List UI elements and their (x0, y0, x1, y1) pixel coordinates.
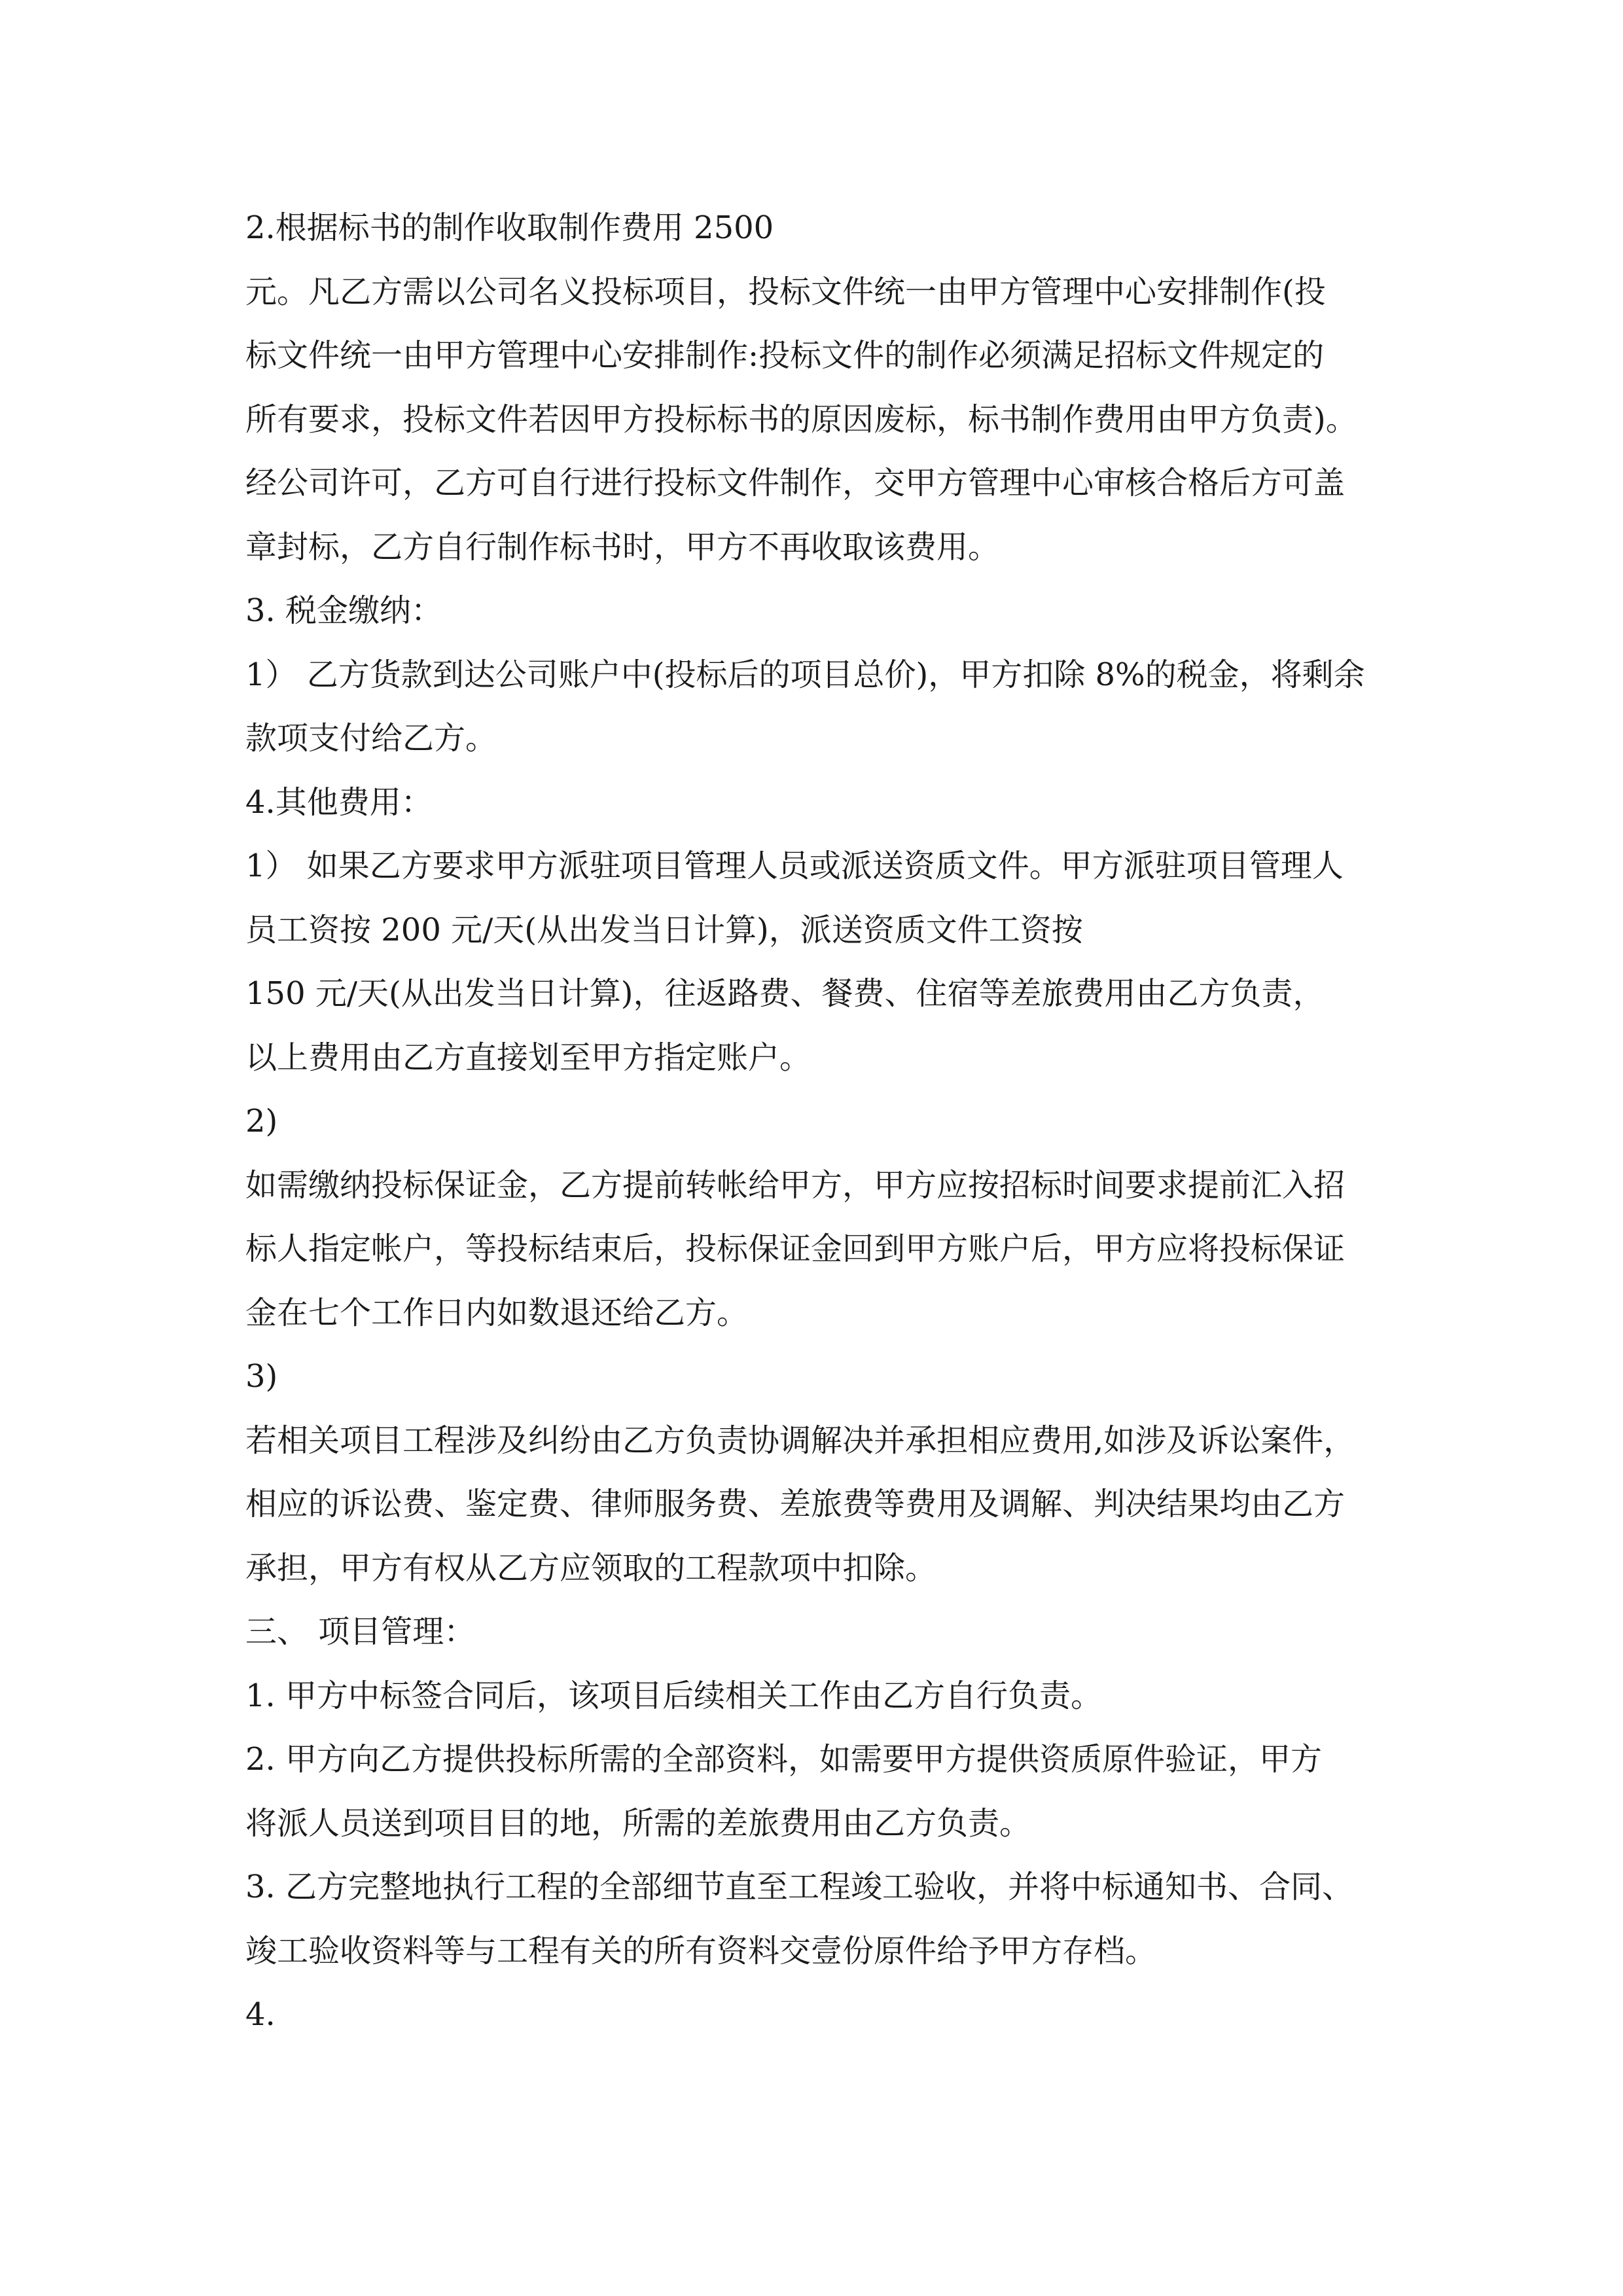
text-line: 元。凡乙方需以公司名义投标项目，投标文件统一由甲方管理中心安排制作(投 (245, 273, 1326, 310)
text-line: 3. 乙方完整地执行工程的全部细节直至工程竣工验收，并将中标通知书、合同、 (245, 1869, 1354, 1905)
text-line: 如需缴纳投标保证金，乙方提前转帐给甲方，甲方应按招标时间要求提前汇入招 (245, 1166, 1346, 1204)
text-line: 将派人员送到项目目的地，所需的差旅费用由乙方负责。 (245, 1804, 1031, 1842)
list-marker: 2) (245, 1103, 278, 1139)
text-line: 所有要求，投标文件若因甲方投标标书的原因废标，标书制作费用由甲方负责)。 (245, 401, 1357, 438)
text-line: 若相关项目工程涉及纠纷由乙方负责协调解决并承担相应费用,如涉及诉讼案件， (245, 1422, 1355, 1459)
text-line: 150 元/天(从出发当日计算)，往返路费、餐费、住宿等差旅费用由乙方负责， (245, 975, 1325, 1012)
text-line: 1） 乙方货款到达公司账户中(投标后的项目总价)，甲方扣除 8%的税金，将剩余 (245, 656, 1365, 693)
list-marker: 3) (245, 1358, 278, 1395)
document-body (245, 196, 1391, 2047)
text-line: 1. 甲方中标签合同后，该项目后续相关工作由乙方自行负责。 (245, 1677, 1103, 1714)
text-line: 款项支付给乙方。 (245, 720, 497, 757)
text-line: 相应的诉讼费、鉴定费、律师服务费、差旅费等费用及调解、判决结果均由乙方 (245, 1486, 1346, 1522)
text-line: 2. 甲方向乙方提供投标所需的全部资料，如需要甲方提供资质原件验证，甲方 (245, 1741, 1323, 1778)
text-line: 1） 如果乙方要求甲方派驻项目管理人员或派送资质文件。甲方派驻项目管理人 (245, 848, 1344, 884)
list-marker: 4. (245, 1996, 276, 2033)
text-line: 金在七个工作日内如数退还给乙方。 (245, 1294, 749, 1331)
text-line: 经公司许可，乙方可自行进行投标文件制作，交甲方管理中心审核合格后方可盖 (245, 465, 1346, 501)
text-line: 章封标，乙方自行制作标书时，甲方不再收取该费用。 (245, 528, 1000, 565)
section-heading: 3. 税金缴纳： (245, 592, 443, 629)
text-line: 员工资按 200 元/天(从出发当日计算)，派送资质文件工资按 (245, 911, 1083, 948)
section-heading: 4.其他费用： (245, 783, 433, 821)
text-line: 以上费用由乙方直接划至甲方指定账户。 (245, 1039, 812, 1076)
text-line: 标人指定帐户，等投标结束后，投标保证金回到甲方账户后，甲方应将投标保证 (245, 1230, 1346, 1267)
text-line: 2.根据标书的制作收取制作费用 2500 (245, 209, 774, 246)
text-line: 标文件统一由甲方管理中心安排制作:投标文件的制作必须满足招标文件规定的 (245, 337, 1325, 374)
section-heading: 三、 项目管理： (245, 1613, 476, 1650)
text-line: 竣工验收资料等与工程有关的所有资料交壹份原件给予甲方存档。 (245, 1932, 1157, 1969)
text-line: 承担，甲方有权从乙方应领取的工程款项中扣除。 (245, 1549, 937, 1587)
